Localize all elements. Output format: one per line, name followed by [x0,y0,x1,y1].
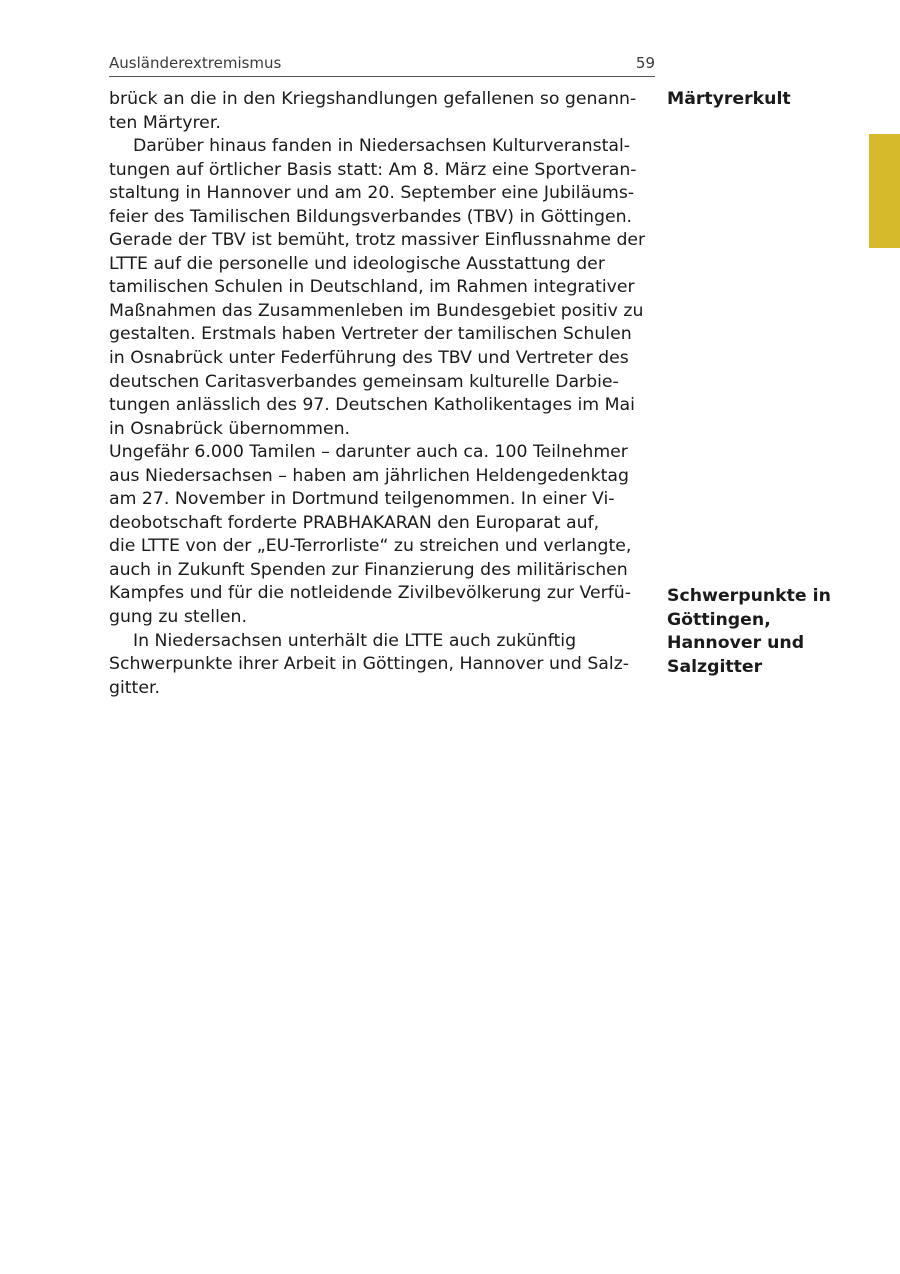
body-line: feier des Tamilischen Bildungsverbandes (TBV) in Göttingen. [109,206,633,227]
body-line: Maßnahmen das Zusammenleben im Bundesgebiet positiv zu [109,300,644,321]
body-line: die LTTE von der „EU-Terrorliste“ zu streichen und verlangte, [109,536,632,557]
body-text [109,88,657,700]
body-line: Gerade der TBV ist bemüht, trotz massiver Einflussnahme der [109,230,646,251]
body-line: am 27. November in Dortmund teilgenommen. In einer Vi- [109,489,615,510]
body-line: in Osnabrück unter Federführung des TBV und Vertreter des [109,348,629,369]
body-line: gestalten. Erstmals haben Vertreter der tamilischen Schulen [109,324,632,345]
margin-note-line: Schwerpunkte in [667,586,831,606]
margin-note-line: Salzgitter [667,656,763,677]
body-line: gitter. [109,677,160,698]
body-line: staltung in Hannover und am 20. September eine Jubiläums- [109,183,635,204]
body-line: in Osnabrück übernommen. [109,418,351,439]
body-line: tamilischen Schulen in Deutschland, im Rahmen integrativer [109,277,635,298]
body-line: tungen auf örtlicher Basis statt: Am 8. März eine Sportveran- [109,159,637,180]
chapter-thumb-tab [869,134,900,248]
body-line: brück an die in den Kriegshandlungen gefallenen so genann- [109,89,637,109]
paragraph-start-line: Darüber hinaus fanden in Niedersachsen Kulturveranstal- [133,136,630,157]
body-line: Schwerpunkte ihrer Arbeit in Göttingen, Hannover und Salz- [109,654,629,675]
margin-note-line: Göttingen, [667,609,771,630]
body-line: deobotschaft forderte PRABHAKARAN den Europarat auf, [109,512,600,533]
body-line: tungen anlässlich des 97. Deutschen Katholikentages im Mai [109,395,635,416]
body-line: auch in Zukunft Spenden zur Finanzierung des militärischen [109,559,628,580]
body-line: Kampfes und für die notleidende Zivilbevölkerung zur Verfü- [109,583,631,604]
page-number: 59 [635,54,655,72]
body-line: Ungefähr 6.000 Tamilen – darunter auch ca. 100 Teilnehmer [109,442,628,463]
margin-note-maertyrerkult [667,88,791,112]
section-title: Ausländerextremismus [109,54,282,72]
paragraph-start-line: In Niedersachsen unterhält die LTTE auch zukünftig [133,630,577,651]
body-line: ten Märtyrer. [109,112,221,133]
body-line: aus Niedersachsen – haben am jährlichen Heldengedenktag [109,465,629,486]
margin-note-line: Märtyrerkult [667,89,791,109]
margin-note-line: Hannover und [667,633,805,653]
body-line: deutschen Caritasverbandes gemeinsam kulturelle Darbie- [109,371,619,392]
body-line: gung zu stellen. [109,607,247,628]
margin-note-schwerpunkte [667,585,831,679]
body-line: LTTE auf die personelle und ideologische Ausstattung der [109,253,605,274]
running-header [109,52,655,77]
